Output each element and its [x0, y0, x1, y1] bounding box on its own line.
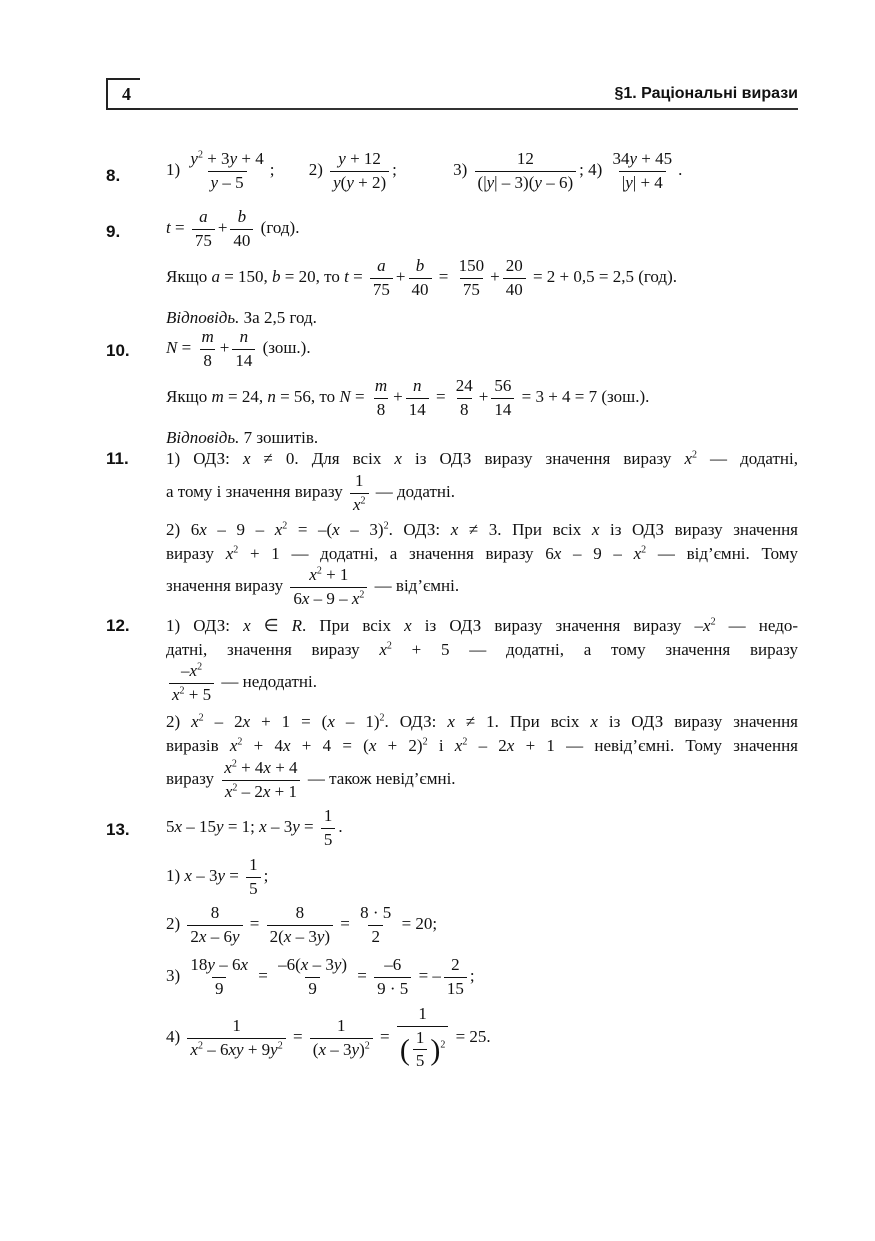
problem-number: 8. [106, 166, 121, 185]
problem-number: 12. [106, 616, 130, 635]
page-number: 4 [122, 84, 131, 104]
problem-13-item-4: 4) $\frac{1}{x^2 - 6xy + 9y^2}$ = $\frac{1}{(x - 3y)^2}$ = 1 ( $\frac{1}{5}$ )$^2$ = 25. [166, 1004, 491, 1071]
answer-label: Відповідь. [166, 308, 240, 327]
problem-12-text: виразу $\frac{x^2 + 4x + 4}{x^2 - 2x + 1}$ — також невід’ємні. [166, 758, 456, 801]
problem-12-text: 2) $x^2 - 2x + 1 = (x - 1)^2$. ОДЗ: x ≠ 1. При всіх x із ОДЗ виразу значення [166, 712, 798, 731]
problem-9-answer [166, 308, 317, 328]
problem-12-text: $\frac{-x^2}{x^2 + 5}$ — недодатні. [166, 662, 317, 704]
problem-10-formula: N = $\frac{m}{8}$ + $\frac{n}{14}$ (зош.). [166, 327, 311, 370]
problem-11-text: виразу $x^2 + 1$ — додатні, а значення виразу $6x - 9 - x^2$ — від’ємні. Тому [166, 544, 799, 563]
problem-13-item-3: 3) $\frac{18y - 6x}{9}$ = $\frac{-6(x - 3y)}{9}$ = $\frac{-6}{9 \cdot 5}$ = – $\frac{2}{15}$ ; [166, 955, 475, 998]
section-title: §1. Раціональні вирази [614, 85, 798, 102]
header-rule [140, 108, 798, 110]
answer-label: Відповідь. [166, 428, 240, 447]
answer-text: 7 зошитів. [239, 428, 319, 447]
problem-8-line: 1) $\frac{y^2 + 3y + 4}{y - 5}$ ; 2) $\frac{y + 12}{y(y + 2)}$ ; 3) $\frac{12}{(|y| - 3)(y - 6)}$ ; 4) $\frac{34y + 45}{|y| + 4}$ . [166, 149, 683, 192]
problem-11-text: а тому і значення виразу $\frac{1}{x^2}$ — додатні. [166, 471, 455, 514]
problem-9-formula: t = $\frac{a}{75}$ + $\frac{b}{40}$ (год). [166, 207, 300, 250]
problem-12-text: 1) ОДЗ: x ∈ R. При всіх x із ОДЗ виразу значення виразу $-x^2$ — недо- [166, 616, 799, 635]
problem-10-calc: Якщо m = 24, n = 56, то N = $\frac{m}{8}$ + $\frac{n}{14}$ = $\frac{24}{8}$ + $\frac{56}{14}$ = 3 + 4 = 7 (зош.). [166, 376, 650, 419]
problem-11-text: значення виразу $\frac{x^2 + 1}{6x - 9 - x^2}$ — від’ємні. [166, 565, 460, 608]
problem-10-answer [166, 428, 318, 448]
problem-number: 9. [106, 222, 121, 241]
answer-text: За 2,5 год. [239, 308, 317, 327]
problem-9-calc: Якщо a = 150, b = 20, то t = $\frac{a}{75}$ + $\frac{b}{40}$ = $\frac{150}{75}$ + $\frac{20}{40}$ = 2 + 0,5 = 2,5 (год). [166, 256, 677, 299]
problem-number: 13. [106, 820, 130, 839]
problem-13-item-1: 1) x – 3y = $\frac{1}{5}$ ; [166, 855, 269, 898]
problem-12-text: виразів $x^2 + 4x + 4 = (x + 2)^2$ і $x^2 - 2x + 1$ — невід’ємні. Тому значення [166, 736, 798, 755]
problem-number: 11. [106, 449, 129, 468]
problem-12-text: датні, значення виразу $x^2 + 5$ — додатні, а тому значення виразу [166, 640, 798, 659]
problem-11-text: 2) $6x - 9 - x^2 = -(x - 3)^2$. ОДЗ: x ≠ 3. При всіх x із ОДЗ виразу значення [166, 520, 798, 539]
problem-11-text: 1) ОДЗ: x ≠ 0. Для всіх x із ОДЗ виразу значення виразу $x^2$ — додатні, [166, 449, 798, 468]
problem-13-item-2: 2) $\frac{8}{2x - 6y}$ = $\frac{8}{2(x - 3y)}$ = $\frac{8 \cdot 5}{2}$ = 20; [166, 903, 438, 946]
problem-13-given: 5x – 15y = 1; x – 3y = $\frac{1}{5}$ . [166, 806, 343, 849]
problem-number: 10. [106, 341, 130, 360]
